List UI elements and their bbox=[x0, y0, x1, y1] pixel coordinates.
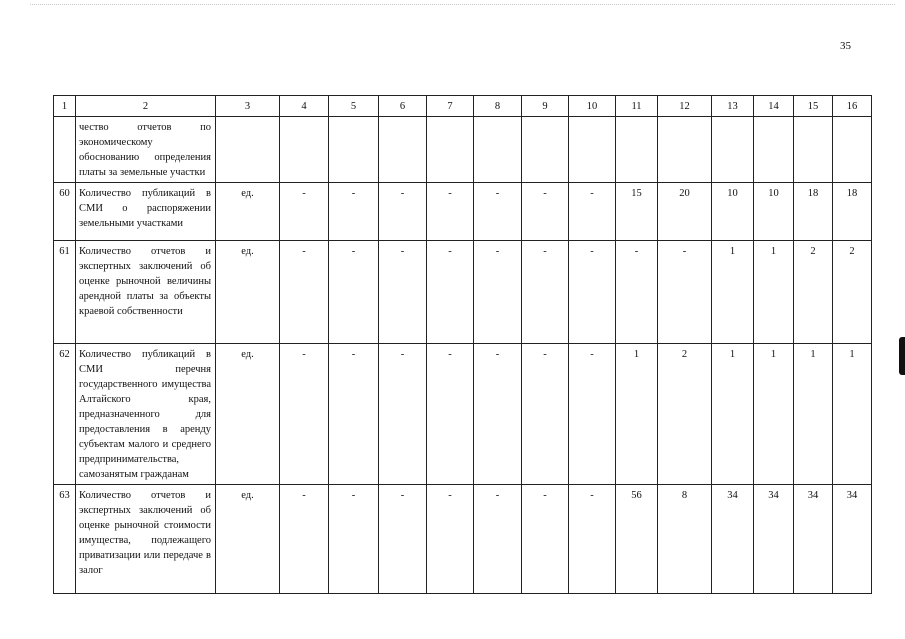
value-cell: - bbox=[427, 485, 474, 594]
value-cell: - bbox=[522, 344, 569, 485]
value-cell: - bbox=[427, 344, 474, 485]
value-cell: 56 bbox=[616, 485, 658, 594]
value-cell bbox=[794, 117, 833, 183]
table-row bbox=[54, 485, 872, 594]
unit-cell: ед. bbox=[216, 485, 280, 594]
column-header: 10 bbox=[569, 96, 616, 117]
value-cell: - bbox=[474, 183, 522, 241]
column-header: 6 bbox=[379, 96, 427, 117]
value-cell bbox=[427, 117, 474, 183]
row-number: 60 bbox=[54, 183, 76, 241]
column-header: 15 bbox=[794, 96, 833, 117]
unit-cell: ед. bbox=[216, 344, 280, 485]
value-cell: 18 bbox=[794, 183, 833, 241]
value-cell: - bbox=[522, 183, 569, 241]
column-header: 8 bbox=[474, 96, 522, 117]
value-cell bbox=[379, 117, 427, 183]
value-cell: - bbox=[379, 241, 427, 344]
row-number: 63 bbox=[54, 485, 76, 594]
value-cell: 34 bbox=[794, 485, 833, 594]
value-cell: - bbox=[569, 344, 616, 485]
value-cell: 1 bbox=[712, 344, 754, 485]
value-cell: 10 bbox=[712, 183, 754, 241]
value-cell: 10 bbox=[754, 183, 794, 241]
row-number: 62 bbox=[54, 344, 76, 485]
value-cell: 1 bbox=[794, 344, 833, 485]
value-cell: 1 bbox=[833, 344, 872, 485]
value-cell: - bbox=[280, 485, 329, 594]
indicator-name: Количество публикаций в СМИ о распоряжении земельными участками bbox=[76, 183, 216, 241]
column-header: 16 bbox=[833, 96, 872, 117]
unit-cell: ед. bbox=[216, 241, 280, 344]
row-number bbox=[54, 117, 76, 183]
indicator-name: Количество публикаций в СМИ перечня государственного имущества Алтайского края, предназначенного для предоставления в аренду субъектам малого и среднего предпринимательства, самозанятым гражданам bbox=[76, 344, 216, 485]
value-cell bbox=[569, 117, 616, 183]
value-cell bbox=[280, 117, 329, 183]
column-header: 13 bbox=[712, 96, 754, 117]
value-cell bbox=[474, 117, 522, 183]
value-cell: - bbox=[522, 485, 569, 594]
value-cell bbox=[833, 117, 872, 183]
value-cell: 34 bbox=[833, 485, 872, 594]
value-cell: - bbox=[427, 241, 474, 344]
value-cell bbox=[616, 117, 658, 183]
value-cell: - bbox=[474, 344, 522, 485]
value-cell: 8 bbox=[658, 485, 712, 594]
value-cell: - bbox=[474, 241, 522, 344]
value-cell: 1 bbox=[754, 344, 794, 485]
indicator-name: Количество отчетов и экспертных заключений об оценке рыночной стоимости имущества, подлежащего приватизации или передаче в залог bbox=[76, 485, 216, 594]
table-row bbox=[54, 183, 872, 241]
table-row bbox=[54, 241, 872, 344]
value-cell: - bbox=[280, 344, 329, 485]
value-cell: 1 bbox=[712, 241, 754, 344]
column-header: 5 bbox=[329, 96, 379, 117]
indicator-name: чество отчетов по экономическому обоснованию определения платы за земельные участки bbox=[76, 117, 216, 183]
column-header: 2 bbox=[76, 96, 216, 117]
column-header: 14 bbox=[754, 96, 794, 117]
column-header: 11 bbox=[616, 96, 658, 117]
column-header: 1 bbox=[54, 96, 76, 117]
value-cell: 15 bbox=[616, 183, 658, 241]
table-row bbox=[54, 344, 872, 485]
value-cell: - bbox=[280, 183, 329, 241]
value-cell: - bbox=[474, 485, 522, 594]
column-header: 4 bbox=[280, 96, 329, 117]
value-cell: 1 bbox=[616, 344, 658, 485]
row-number: 61 bbox=[54, 241, 76, 344]
column-header: 7 bbox=[427, 96, 474, 117]
value-cell: - bbox=[616, 241, 658, 344]
value-cell: 18 bbox=[833, 183, 872, 241]
indicator-name: Количество отчетов и экспертных заключений об оценке рыночной величины арендной платы за объекты краевой собственности bbox=[76, 241, 216, 344]
scan-top-edge bbox=[30, 4, 895, 5]
column-header: 9 bbox=[522, 96, 569, 117]
page-number: 35 bbox=[840, 40, 851, 52]
value-cell: - bbox=[379, 344, 427, 485]
unit-cell bbox=[216, 117, 280, 183]
value-cell: 34 bbox=[712, 485, 754, 594]
value-cell: - bbox=[329, 344, 379, 485]
table-header-row bbox=[54, 96, 872, 117]
value-cell: - bbox=[427, 183, 474, 241]
value-cell: 20 bbox=[658, 183, 712, 241]
value-cell bbox=[712, 117, 754, 183]
indicators-table bbox=[53, 95, 872, 594]
value-cell: - bbox=[569, 485, 616, 594]
value-cell: 2 bbox=[833, 241, 872, 344]
value-cell bbox=[754, 117, 794, 183]
value-cell bbox=[522, 117, 569, 183]
scan-edge-mark bbox=[899, 337, 905, 375]
value-cell: - bbox=[522, 241, 569, 344]
value-cell: - bbox=[329, 183, 379, 241]
column-header: 3 bbox=[216, 96, 280, 117]
unit-cell: ед. bbox=[216, 183, 280, 241]
value-cell: - bbox=[379, 183, 427, 241]
value-cell: - bbox=[569, 241, 616, 344]
value-cell: - bbox=[658, 241, 712, 344]
value-cell: - bbox=[379, 485, 427, 594]
value-cell: - bbox=[329, 485, 379, 594]
column-header: 12 bbox=[658, 96, 712, 117]
value-cell: - bbox=[280, 241, 329, 344]
value-cell: - bbox=[329, 241, 379, 344]
value-cell: 2 bbox=[794, 241, 833, 344]
value-cell bbox=[329, 117, 379, 183]
value-cell bbox=[658, 117, 712, 183]
table-row bbox=[54, 117, 872, 183]
value-cell: - bbox=[569, 183, 616, 241]
value-cell: 2 bbox=[658, 344, 712, 485]
value-cell: 34 bbox=[754, 485, 794, 594]
value-cell: 1 bbox=[754, 241, 794, 344]
